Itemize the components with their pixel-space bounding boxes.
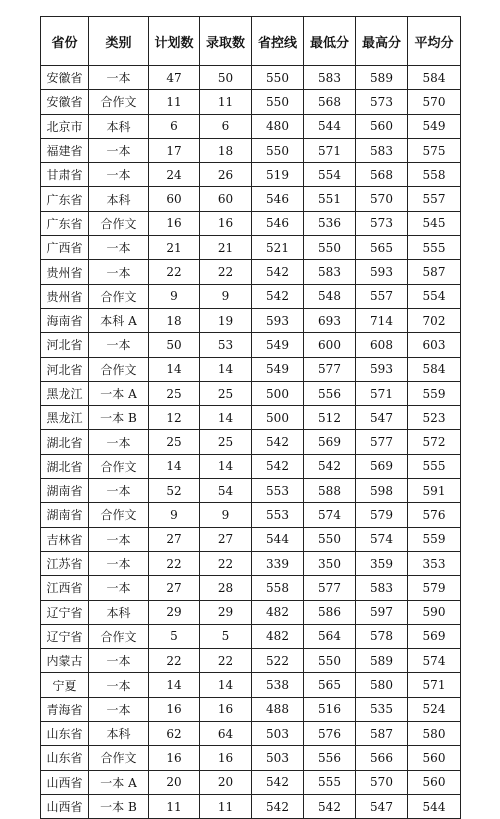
cell-category: 一本 xyxy=(89,697,149,721)
cell-lowest-score: 512 xyxy=(304,406,356,430)
cell-admitted-count: 50 xyxy=(200,66,252,90)
cell-highest-score: 597 xyxy=(356,600,408,624)
cell-planned-count: 62 xyxy=(149,722,200,746)
cell-category: 合作文 xyxy=(89,503,149,527)
cell-highest-score: 608 xyxy=(356,333,408,357)
cell-admitted-count: 14 xyxy=(200,454,252,478)
cell-provincial-control-line: 488 xyxy=(252,697,304,721)
cell-highest-score: 547 xyxy=(356,794,408,818)
cell-category: 一本 A xyxy=(89,381,149,405)
cell-average-score: 571 xyxy=(408,673,461,697)
cell-planned-count: 9 xyxy=(149,284,200,308)
cell-category: 一本 xyxy=(89,333,149,357)
cell-highest-score: 535 xyxy=(356,697,408,721)
cell-average-score: 575 xyxy=(408,138,461,162)
cell-admitted-count: 20 xyxy=(200,770,252,794)
cell-admitted-count: 16 xyxy=(200,697,252,721)
cell-provincial-control-line: 553 xyxy=(252,503,304,527)
cell-admitted-count: 6 xyxy=(200,114,252,138)
table-row xyxy=(41,746,461,770)
cell-lowest-score: 565 xyxy=(304,673,356,697)
cell-category: 一本 xyxy=(89,673,149,697)
cell-category: 一本 xyxy=(89,576,149,600)
cell-province: 辽宁省 xyxy=(41,624,89,648)
cell-lowest-score: 693 xyxy=(304,308,356,332)
table-row xyxy=(41,576,461,600)
table-row xyxy=(41,503,461,527)
cell-average-score: 591 xyxy=(408,479,461,503)
cell-provincial-control-line: 549 xyxy=(252,357,304,381)
cell-province: 福建省 xyxy=(41,138,89,162)
cell-admitted-count: 16 xyxy=(200,746,252,770)
cell-planned-count: 18 xyxy=(149,308,200,332)
cell-highest-score: 566 xyxy=(356,746,408,770)
table-row xyxy=(41,381,461,405)
cell-category: 合作文 xyxy=(89,746,149,770)
table-row xyxy=(41,624,461,648)
cell-admitted-count: 18 xyxy=(200,138,252,162)
cell-highest-score: 593 xyxy=(356,260,408,284)
cell-admitted-count: 22 xyxy=(200,551,252,575)
cell-lowest-score: 574 xyxy=(304,503,356,527)
cell-admitted-count: 28 xyxy=(200,576,252,600)
cell-province: 安徽省 xyxy=(41,66,89,90)
cell-highest-score: 593 xyxy=(356,357,408,381)
cell-admitted-count: 64 xyxy=(200,722,252,746)
cell-lowest-score: 556 xyxy=(304,381,356,405)
cell-planned-count: 27 xyxy=(149,576,200,600)
table-row xyxy=(41,697,461,721)
cell-highest-score: 557 xyxy=(356,284,408,308)
cell-province: 山东省 xyxy=(41,746,89,770)
cell-lowest-score: 548 xyxy=(304,284,356,308)
cell-lowest-score: 554 xyxy=(304,163,356,187)
cell-average-score: 559 xyxy=(408,381,461,405)
cell-highest-score: 598 xyxy=(356,479,408,503)
cell-highest-score: 568 xyxy=(356,163,408,187)
table-row xyxy=(41,770,461,794)
table-row xyxy=(41,333,461,357)
cell-category: 一本 xyxy=(89,260,149,284)
cell-provincial-control-line: 550 xyxy=(252,66,304,90)
cell-planned-count: 50 xyxy=(149,333,200,357)
cell-highest-score: 574 xyxy=(356,527,408,551)
cell-average-score: 545 xyxy=(408,211,461,235)
cell-planned-count: 60 xyxy=(149,187,200,211)
cell-lowest-score: 516 xyxy=(304,697,356,721)
cell-category: 合作文 xyxy=(89,284,149,308)
cell-planned-count: 17 xyxy=(149,138,200,162)
table-row xyxy=(41,90,461,114)
cell-provincial-control-line: 542 xyxy=(252,454,304,478)
table-row xyxy=(41,187,461,211)
cell-highest-score: 714 xyxy=(356,308,408,332)
cell-admitted-count: 22 xyxy=(200,649,252,673)
cell-province: 湖北省 xyxy=(41,430,89,454)
table-row xyxy=(41,479,461,503)
cell-category: 一本 xyxy=(89,430,149,454)
cell-admitted-count: 9 xyxy=(200,503,252,527)
cell-highest-score: 583 xyxy=(356,138,408,162)
cell-average-score: 569 xyxy=(408,624,461,648)
cell-provincial-control-line: 339 xyxy=(252,551,304,575)
table-row xyxy=(41,527,461,551)
cell-lowest-score: 542 xyxy=(304,454,356,478)
cell-planned-count: 14 xyxy=(149,673,200,697)
cell-highest-score: 560 xyxy=(356,114,408,138)
cell-highest-score: 570 xyxy=(356,770,408,794)
cell-province: 宁夏 xyxy=(41,673,89,697)
cell-category: 合作文 xyxy=(89,357,149,381)
header-admitted-count: 录取数 xyxy=(200,17,252,66)
cell-province: 海南省 xyxy=(41,308,89,332)
cell-province: 北京市 xyxy=(41,114,89,138)
cell-highest-score: 589 xyxy=(356,66,408,90)
cell-lowest-score: 577 xyxy=(304,576,356,600)
cell-provincial-control-line: 500 xyxy=(252,406,304,430)
cell-average-score: 524 xyxy=(408,697,461,721)
table-row xyxy=(41,114,461,138)
cell-category: 一本 xyxy=(89,66,149,90)
cell-provincial-control-line: 503 xyxy=(252,746,304,770)
cell-category: 一本 xyxy=(89,236,149,260)
cell-provincial-control-line: 542 xyxy=(252,284,304,308)
cell-admitted-count: 19 xyxy=(200,308,252,332)
cell-average-score: 572 xyxy=(408,430,461,454)
cell-planned-count: 27 xyxy=(149,527,200,551)
header-row xyxy=(41,17,461,66)
cell-highest-score: 359 xyxy=(356,551,408,575)
cell-admitted-count: 25 xyxy=(200,381,252,405)
cell-provincial-control-line: 521 xyxy=(252,236,304,260)
cell-average-score: 544 xyxy=(408,794,461,818)
cell-highest-score: 547 xyxy=(356,406,408,430)
table-row xyxy=(41,357,461,381)
cell-province: 河北省 xyxy=(41,357,89,381)
table-row xyxy=(41,308,461,332)
table-row xyxy=(41,66,461,90)
cell-planned-count: 14 xyxy=(149,454,200,478)
cell-admitted-count: 11 xyxy=(200,90,252,114)
table-header xyxy=(41,17,461,66)
cell-average-score: 523 xyxy=(408,406,461,430)
cell-lowest-score: 550 xyxy=(304,527,356,551)
cell-admitted-count: 53 xyxy=(200,333,252,357)
cell-admitted-count: 22 xyxy=(200,260,252,284)
cell-highest-score: 587 xyxy=(356,722,408,746)
cell-average-score: 549 xyxy=(408,114,461,138)
cell-provincial-control-line: 542 xyxy=(252,260,304,284)
cell-lowest-score: 577 xyxy=(304,357,356,381)
cell-average-score: 570 xyxy=(408,90,461,114)
cell-planned-count: 5 xyxy=(149,624,200,648)
cell-planned-count: 22 xyxy=(149,649,200,673)
cell-category: 本科 xyxy=(89,600,149,624)
cell-admitted-count: 14 xyxy=(200,673,252,697)
cell-province: 黑龙江 xyxy=(41,406,89,430)
cell-category: 一本 xyxy=(89,163,149,187)
cell-planned-count: 6 xyxy=(149,114,200,138)
cell-planned-count: 16 xyxy=(149,211,200,235)
table-row xyxy=(41,260,461,284)
cell-province: 吉林省 xyxy=(41,527,89,551)
cell-provincial-control-line: 546 xyxy=(252,211,304,235)
cell-lowest-score: 568 xyxy=(304,90,356,114)
cell-admitted-count: 14 xyxy=(200,406,252,430)
cell-category: 一本 xyxy=(89,649,149,673)
cell-planned-count: 25 xyxy=(149,381,200,405)
cell-lowest-score: 586 xyxy=(304,600,356,624)
cell-lowest-score: 556 xyxy=(304,746,356,770)
cell-province: 山西省 xyxy=(41,770,89,794)
table-row xyxy=(41,163,461,187)
cell-province: 甘肃省 xyxy=(41,163,89,187)
cell-lowest-score: 583 xyxy=(304,260,356,284)
cell-provincial-control-line: 542 xyxy=(252,794,304,818)
cell-lowest-score: 555 xyxy=(304,770,356,794)
cell-province: 贵州省 xyxy=(41,260,89,284)
cell-planned-count: 11 xyxy=(149,90,200,114)
cell-average-score: 560 xyxy=(408,770,461,794)
cell-admitted-count: 11 xyxy=(200,794,252,818)
table-body xyxy=(41,66,461,819)
table-row xyxy=(41,138,461,162)
cell-category: 合作文 xyxy=(89,211,149,235)
cell-average-score: 576 xyxy=(408,503,461,527)
cell-provincial-control-line: 482 xyxy=(252,600,304,624)
cell-province: 湖南省 xyxy=(41,503,89,527)
cell-provincial-control-line: 522 xyxy=(252,649,304,673)
cell-average-score: 590 xyxy=(408,600,461,624)
cell-lowest-score: 600 xyxy=(304,333,356,357)
cell-average-score: 555 xyxy=(408,236,461,260)
cell-lowest-score: 544 xyxy=(304,114,356,138)
header-province: 省份 xyxy=(41,17,89,66)
cell-provincial-control-line: 544 xyxy=(252,527,304,551)
cell-provincial-control-line: 549 xyxy=(252,333,304,357)
table-row xyxy=(41,406,461,430)
admission-scores-sheet xyxy=(40,16,460,819)
cell-province: 内蒙古 xyxy=(41,649,89,673)
cell-provincial-control-line: 553 xyxy=(252,479,304,503)
cell-province: 安徽省 xyxy=(41,90,89,114)
cell-admitted-count: 27 xyxy=(200,527,252,551)
cell-province: 广西省 xyxy=(41,236,89,260)
cell-highest-score: 580 xyxy=(356,673,408,697)
cell-average-score: 353 xyxy=(408,551,461,575)
cell-provincial-control-line: 480 xyxy=(252,114,304,138)
cell-lowest-score: 583 xyxy=(304,66,356,90)
cell-lowest-score: 588 xyxy=(304,479,356,503)
cell-admitted-count: 9 xyxy=(200,284,252,308)
cell-province: 江苏省 xyxy=(41,551,89,575)
table-row xyxy=(41,794,461,818)
cell-highest-score: 573 xyxy=(356,211,408,235)
cell-highest-score: 573 xyxy=(356,90,408,114)
cell-province: 辽宁省 xyxy=(41,600,89,624)
cell-planned-count: 52 xyxy=(149,479,200,503)
cell-planned-count: 47 xyxy=(149,66,200,90)
cell-provincial-control-line: 546 xyxy=(252,187,304,211)
cell-average-score: 584 xyxy=(408,66,461,90)
cell-provincial-control-line: 503 xyxy=(252,722,304,746)
cell-admitted-count: 21 xyxy=(200,236,252,260)
cell-average-score: 603 xyxy=(408,333,461,357)
cell-admitted-count: 16 xyxy=(200,211,252,235)
header-lowest-score: 最低分 xyxy=(304,17,356,66)
table-row xyxy=(41,649,461,673)
cell-province: 广东省 xyxy=(41,211,89,235)
cell-province: 山东省 xyxy=(41,722,89,746)
cell-provincial-control-line: 500 xyxy=(252,381,304,405)
cell-average-score: 587 xyxy=(408,260,461,284)
cell-highest-score: 571 xyxy=(356,381,408,405)
cell-average-score: 584 xyxy=(408,357,461,381)
cell-lowest-score: 536 xyxy=(304,211,356,235)
cell-provincial-control-line: 550 xyxy=(252,90,304,114)
cell-planned-count: 14 xyxy=(149,357,200,381)
table-row xyxy=(41,211,461,235)
cell-highest-score: 579 xyxy=(356,503,408,527)
cell-planned-count: 9 xyxy=(149,503,200,527)
cell-provincial-control-line: 558 xyxy=(252,576,304,600)
cell-planned-count: 25 xyxy=(149,430,200,454)
cell-planned-count: 22 xyxy=(149,551,200,575)
admission-scores-table xyxy=(40,16,461,819)
cell-category: 一本 xyxy=(89,479,149,503)
cell-average-score: 558 xyxy=(408,163,461,187)
cell-category: 一本 B xyxy=(89,406,149,430)
cell-lowest-score: 571 xyxy=(304,138,356,162)
cell-highest-score: 565 xyxy=(356,236,408,260)
cell-provincial-control-line: 542 xyxy=(252,770,304,794)
cell-average-score: 580 xyxy=(408,722,461,746)
cell-highest-score: 569 xyxy=(356,454,408,478)
cell-average-score: 554 xyxy=(408,284,461,308)
cell-province: 青海省 xyxy=(41,697,89,721)
header-average-score: 平均分 xyxy=(408,17,461,66)
cell-admitted-count: 60 xyxy=(200,187,252,211)
cell-category: 一本 xyxy=(89,138,149,162)
cell-lowest-score: 551 xyxy=(304,187,356,211)
cell-highest-score: 583 xyxy=(356,576,408,600)
cell-highest-score: 570 xyxy=(356,187,408,211)
cell-planned-count: 16 xyxy=(149,746,200,770)
cell-average-score: 574 xyxy=(408,649,461,673)
cell-admitted-count: 5 xyxy=(200,624,252,648)
cell-provincial-control-line: 538 xyxy=(252,673,304,697)
table-row xyxy=(41,551,461,575)
table-row xyxy=(41,284,461,308)
cell-lowest-score: 550 xyxy=(304,236,356,260)
cell-lowest-score: 569 xyxy=(304,430,356,454)
cell-planned-count: 16 xyxy=(149,697,200,721)
cell-category: 一本 B xyxy=(89,794,149,818)
cell-category: 一本 xyxy=(89,551,149,575)
table-row xyxy=(41,673,461,697)
cell-average-score: 557 xyxy=(408,187,461,211)
cell-highest-score: 578 xyxy=(356,624,408,648)
cell-planned-count: 21 xyxy=(149,236,200,260)
cell-lowest-score: 550 xyxy=(304,649,356,673)
header-category: 类别 xyxy=(89,17,149,66)
cell-category: 合作文 xyxy=(89,90,149,114)
cell-lowest-score: 564 xyxy=(304,624,356,648)
cell-provincial-control-line: 482 xyxy=(252,624,304,648)
header-highest-score: 最高分 xyxy=(356,17,408,66)
cell-lowest-score: 576 xyxy=(304,722,356,746)
cell-average-score: 579 xyxy=(408,576,461,600)
cell-admitted-count: 26 xyxy=(200,163,252,187)
cell-planned-count: 24 xyxy=(149,163,200,187)
table-row xyxy=(41,454,461,478)
cell-category: 本科 xyxy=(89,114,149,138)
cell-province: 贵州省 xyxy=(41,284,89,308)
cell-provincial-control-line: 542 xyxy=(252,430,304,454)
cell-lowest-score: 542 xyxy=(304,794,356,818)
cell-province: 江西省 xyxy=(41,576,89,600)
cell-planned-count: 11 xyxy=(149,794,200,818)
cell-province: 黑龙江 xyxy=(41,381,89,405)
cell-province: 湖北省 xyxy=(41,454,89,478)
cell-average-score: 560 xyxy=(408,746,461,770)
header-provincial-control-line: 省控线 xyxy=(252,17,304,66)
cell-planned-count: 29 xyxy=(149,600,200,624)
cell-category: 合作文 xyxy=(89,624,149,648)
cell-provincial-control-line: 593 xyxy=(252,308,304,332)
cell-average-score: 559 xyxy=(408,527,461,551)
cell-highest-score: 577 xyxy=(356,430,408,454)
cell-highest-score: 589 xyxy=(356,649,408,673)
cell-planned-count: 22 xyxy=(149,260,200,284)
cell-province: 广东省 xyxy=(41,187,89,211)
cell-category: 合作文 xyxy=(89,454,149,478)
cell-admitted-count: 29 xyxy=(200,600,252,624)
cell-category: 本科 A xyxy=(89,308,149,332)
table-row xyxy=(41,722,461,746)
table-row xyxy=(41,430,461,454)
cell-category: 一本 A xyxy=(89,770,149,794)
cell-average-score: 702 xyxy=(408,308,461,332)
cell-admitted-count: 25 xyxy=(200,430,252,454)
cell-lowest-score: 350 xyxy=(304,551,356,575)
cell-planned-count: 20 xyxy=(149,770,200,794)
cell-category: 一本 xyxy=(89,527,149,551)
cell-provincial-control-line: 550 xyxy=(252,138,304,162)
cell-admitted-count: 54 xyxy=(200,479,252,503)
cell-planned-count: 12 xyxy=(149,406,200,430)
cell-province: 山西省 xyxy=(41,794,89,818)
cell-province: 河北省 xyxy=(41,333,89,357)
cell-province: 湖南省 xyxy=(41,479,89,503)
table-row xyxy=(41,236,461,260)
table-row xyxy=(41,600,461,624)
cell-admitted-count: 14 xyxy=(200,357,252,381)
cell-average-score: 555 xyxy=(408,454,461,478)
cell-category: 本科 xyxy=(89,187,149,211)
cell-category: 本科 xyxy=(89,722,149,746)
cell-provincial-control-line: 519 xyxy=(252,163,304,187)
header-planned-count: 计划数 xyxy=(149,17,200,66)
